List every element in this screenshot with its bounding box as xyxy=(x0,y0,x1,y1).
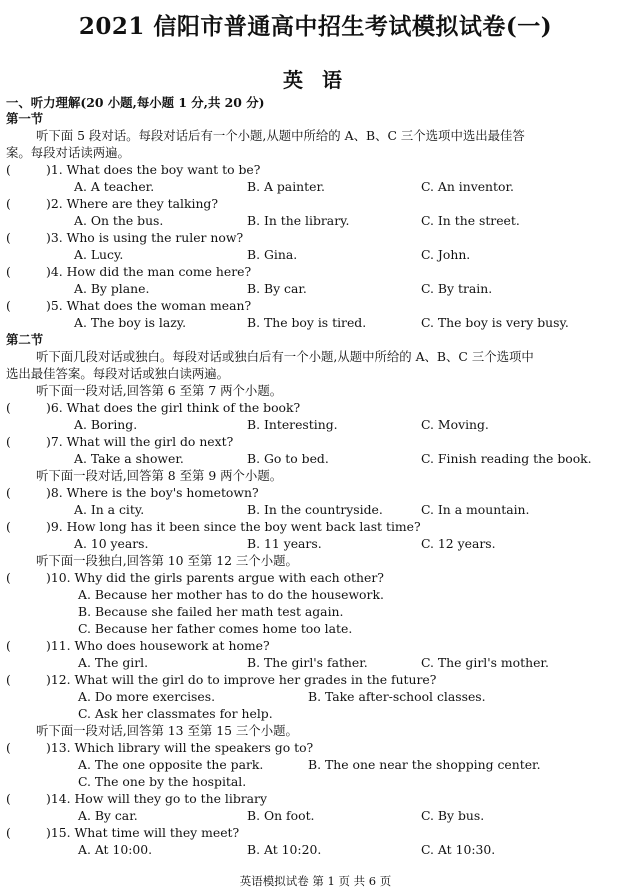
section-2-instruction: 听下面几段对话或独白。每段对话或独白后有一个小题,从题中所给的 A、B、C 三个选项中 xyxy=(36,349,534,364)
listening-cue-2: 听下面一段对话,回答第 8 至第 9 两个小题。 xyxy=(36,468,283,483)
option-c: C. An inventor. xyxy=(421,179,514,194)
question-11 xyxy=(6,637,627,654)
question-4 xyxy=(6,263,627,280)
exam-title: 2021 信阳市普通高中招生考试模拟试卷(一) xyxy=(78,13,553,40)
question-15 xyxy=(6,824,627,841)
option-a: A. By car. xyxy=(78,808,138,823)
option-b: B. Gina. xyxy=(247,247,298,262)
section-2-title: 第二节 xyxy=(6,332,44,347)
option-c: C. By train. xyxy=(421,281,493,296)
part-heading: 一、听力理解(20 小题,每小题 1 分,共 20 分) xyxy=(6,95,265,110)
section-1-instruction-cont: 案。每段对话读两遍。 xyxy=(6,145,130,160)
question-1 xyxy=(6,161,627,178)
listening-cue-4: 听下面一段对话,回答第 13 至第 15 三个小题。 xyxy=(36,723,298,738)
question-text: )12. What will the girl do to improve her grades in the future? xyxy=(46,672,437,687)
question-3 xyxy=(6,229,627,246)
option-a: A. On the bus. xyxy=(74,213,164,228)
option-c: C. By bus. xyxy=(421,808,485,823)
option-c: C. 12 years. xyxy=(421,536,496,551)
option-c: C. Moving. xyxy=(421,417,489,432)
option-a: A. The boy is lazy. xyxy=(74,315,187,330)
question-9 xyxy=(6,518,627,535)
option-c-13: C. The one by the hospital. xyxy=(78,774,247,789)
option-a: A. The girl. xyxy=(78,655,149,670)
option-a-10: A. Because her mother has to do the housework. xyxy=(78,587,384,602)
answer-bracket: ( xyxy=(6,162,11,177)
option-a: A. Take a shower. xyxy=(74,451,184,466)
option-a: A. The one opposite the park. xyxy=(78,757,264,772)
option-b: B. Interesting. xyxy=(247,417,338,432)
question-12 xyxy=(6,671,627,688)
question-5 xyxy=(6,297,627,314)
question-text: )5. What does the woman mean? xyxy=(46,298,252,313)
answer-bracket: ( xyxy=(6,825,11,840)
option-c: C. In a mountain. xyxy=(421,502,530,517)
section-2-instruction-cont: 选出最佳答案。每段对话或独白读两遍。 xyxy=(6,366,230,381)
question-14 xyxy=(6,790,627,807)
question-13 xyxy=(6,739,627,756)
question-text: )4. How did the man come here? xyxy=(46,264,252,279)
option-c: C. The girl's mother. xyxy=(421,655,549,670)
answer-bracket: ( xyxy=(6,740,11,755)
answer-bracket: ( xyxy=(6,298,11,313)
option-b: B. 11 years. xyxy=(247,536,322,551)
option-b: B. The boy is tired. xyxy=(247,315,367,330)
question-text: )15. What time will they meet? xyxy=(46,825,240,840)
option-b: B. Take after-school classes. xyxy=(308,689,486,704)
option-b-10: B. Because she failed her math test again. xyxy=(78,604,344,619)
question-text: )11. Who does housework at home? xyxy=(46,638,270,653)
question-6 xyxy=(6,399,627,416)
question-2 xyxy=(6,195,627,212)
option-b: B. A painter. xyxy=(247,179,325,194)
question-text: )14. How will they go to the library xyxy=(46,791,267,806)
option-c-12: C. Ask her classmates for help. xyxy=(78,706,273,721)
option-b: B. The girl's father. xyxy=(247,655,368,670)
option-b: B. In the countryside. xyxy=(247,502,383,517)
page-footer: 英语模拟试卷 第 1 页 共 6 页 xyxy=(239,874,392,888)
option-a: A. Lucy. xyxy=(74,247,124,262)
question-7 xyxy=(6,433,627,450)
answer-bracket: ( xyxy=(6,672,11,687)
answer-bracket: ( xyxy=(6,638,11,653)
answer-bracket: ( xyxy=(6,570,11,585)
option-a: A. Boring. xyxy=(74,417,138,432)
answer-bracket: ( xyxy=(6,230,11,245)
question-text: )1. What does the boy want to be? xyxy=(46,162,261,177)
question-8 xyxy=(6,484,627,501)
question-text: )13. Which library will the speakers go to? xyxy=(46,740,314,755)
listening-cue-3: 听下面一段独白,回答第 10 至第 12 三个小题。 xyxy=(36,553,298,568)
question-text: )3. Who is using the ruler now? xyxy=(46,230,244,245)
option-b: B. In the library. xyxy=(247,213,350,228)
answer-bracket: ( xyxy=(6,400,11,415)
option-a: A. 10 years. xyxy=(74,536,149,551)
option-c: C. In the street. xyxy=(421,213,520,228)
option-b: B. Go to bed. xyxy=(247,451,329,466)
option-a: A. In a city. xyxy=(74,502,145,517)
option-c: C. At 10:30. xyxy=(421,842,496,857)
answer-bracket: ( xyxy=(6,791,11,806)
option-a: A. At 10:00. xyxy=(78,842,153,857)
option-c: C. The boy is very busy. xyxy=(421,315,569,330)
option-a: A. By plane. xyxy=(74,281,150,296)
question-text: )7. What will the girl do next? xyxy=(46,434,234,449)
answer-bracket: ( xyxy=(6,196,11,211)
option-b: B. The one near the shopping center. xyxy=(308,757,541,772)
option-c-10: C. Because her father comes home too late. xyxy=(78,621,353,636)
subject-title: 英 语 xyxy=(283,68,348,92)
section-1-title: 第一节 xyxy=(6,111,44,126)
question-text: )6. What does the girl think of the book? xyxy=(46,400,301,415)
listening-cue-1: 听下面一段对话,回答第 6 至第 7 两个小题。 xyxy=(36,383,283,398)
answer-bracket: ( xyxy=(6,519,11,534)
option-a: A. A teacher. xyxy=(74,179,155,194)
question-10 xyxy=(6,569,627,586)
option-c: C. John. xyxy=(421,247,471,262)
question-text: )8. Where is the boy's hometown? xyxy=(46,485,259,500)
question-text: )10. Why did the girls parents argue with each other? xyxy=(46,570,384,585)
section-1-instruction: 听下面 5 段对话。每段对话后有一个小题,从题中所给的 A、B、C 三个选项中选出最佳答 xyxy=(36,128,525,143)
option-c: C. Finish reading the book. xyxy=(421,451,592,466)
answer-bracket: ( xyxy=(6,264,11,279)
answer-bracket: ( xyxy=(6,434,11,449)
option-b: B. On foot. xyxy=(247,808,315,823)
option-b: B. At 10:20. xyxy=(247,842,322,857)
option-a: A. Do more exercises. xyxy=(78,689,216,704)
answer-bracket: ( xyxy=(6,485,11,500)
question-text: )9. How long has it been since the boy went back last time? xyxy=(46,519,421,534)
option-b: B. By car. xyxy=(247,281,307,296)
question-text: )2. Where are they talking? xyxy=(46,196,219,211)
